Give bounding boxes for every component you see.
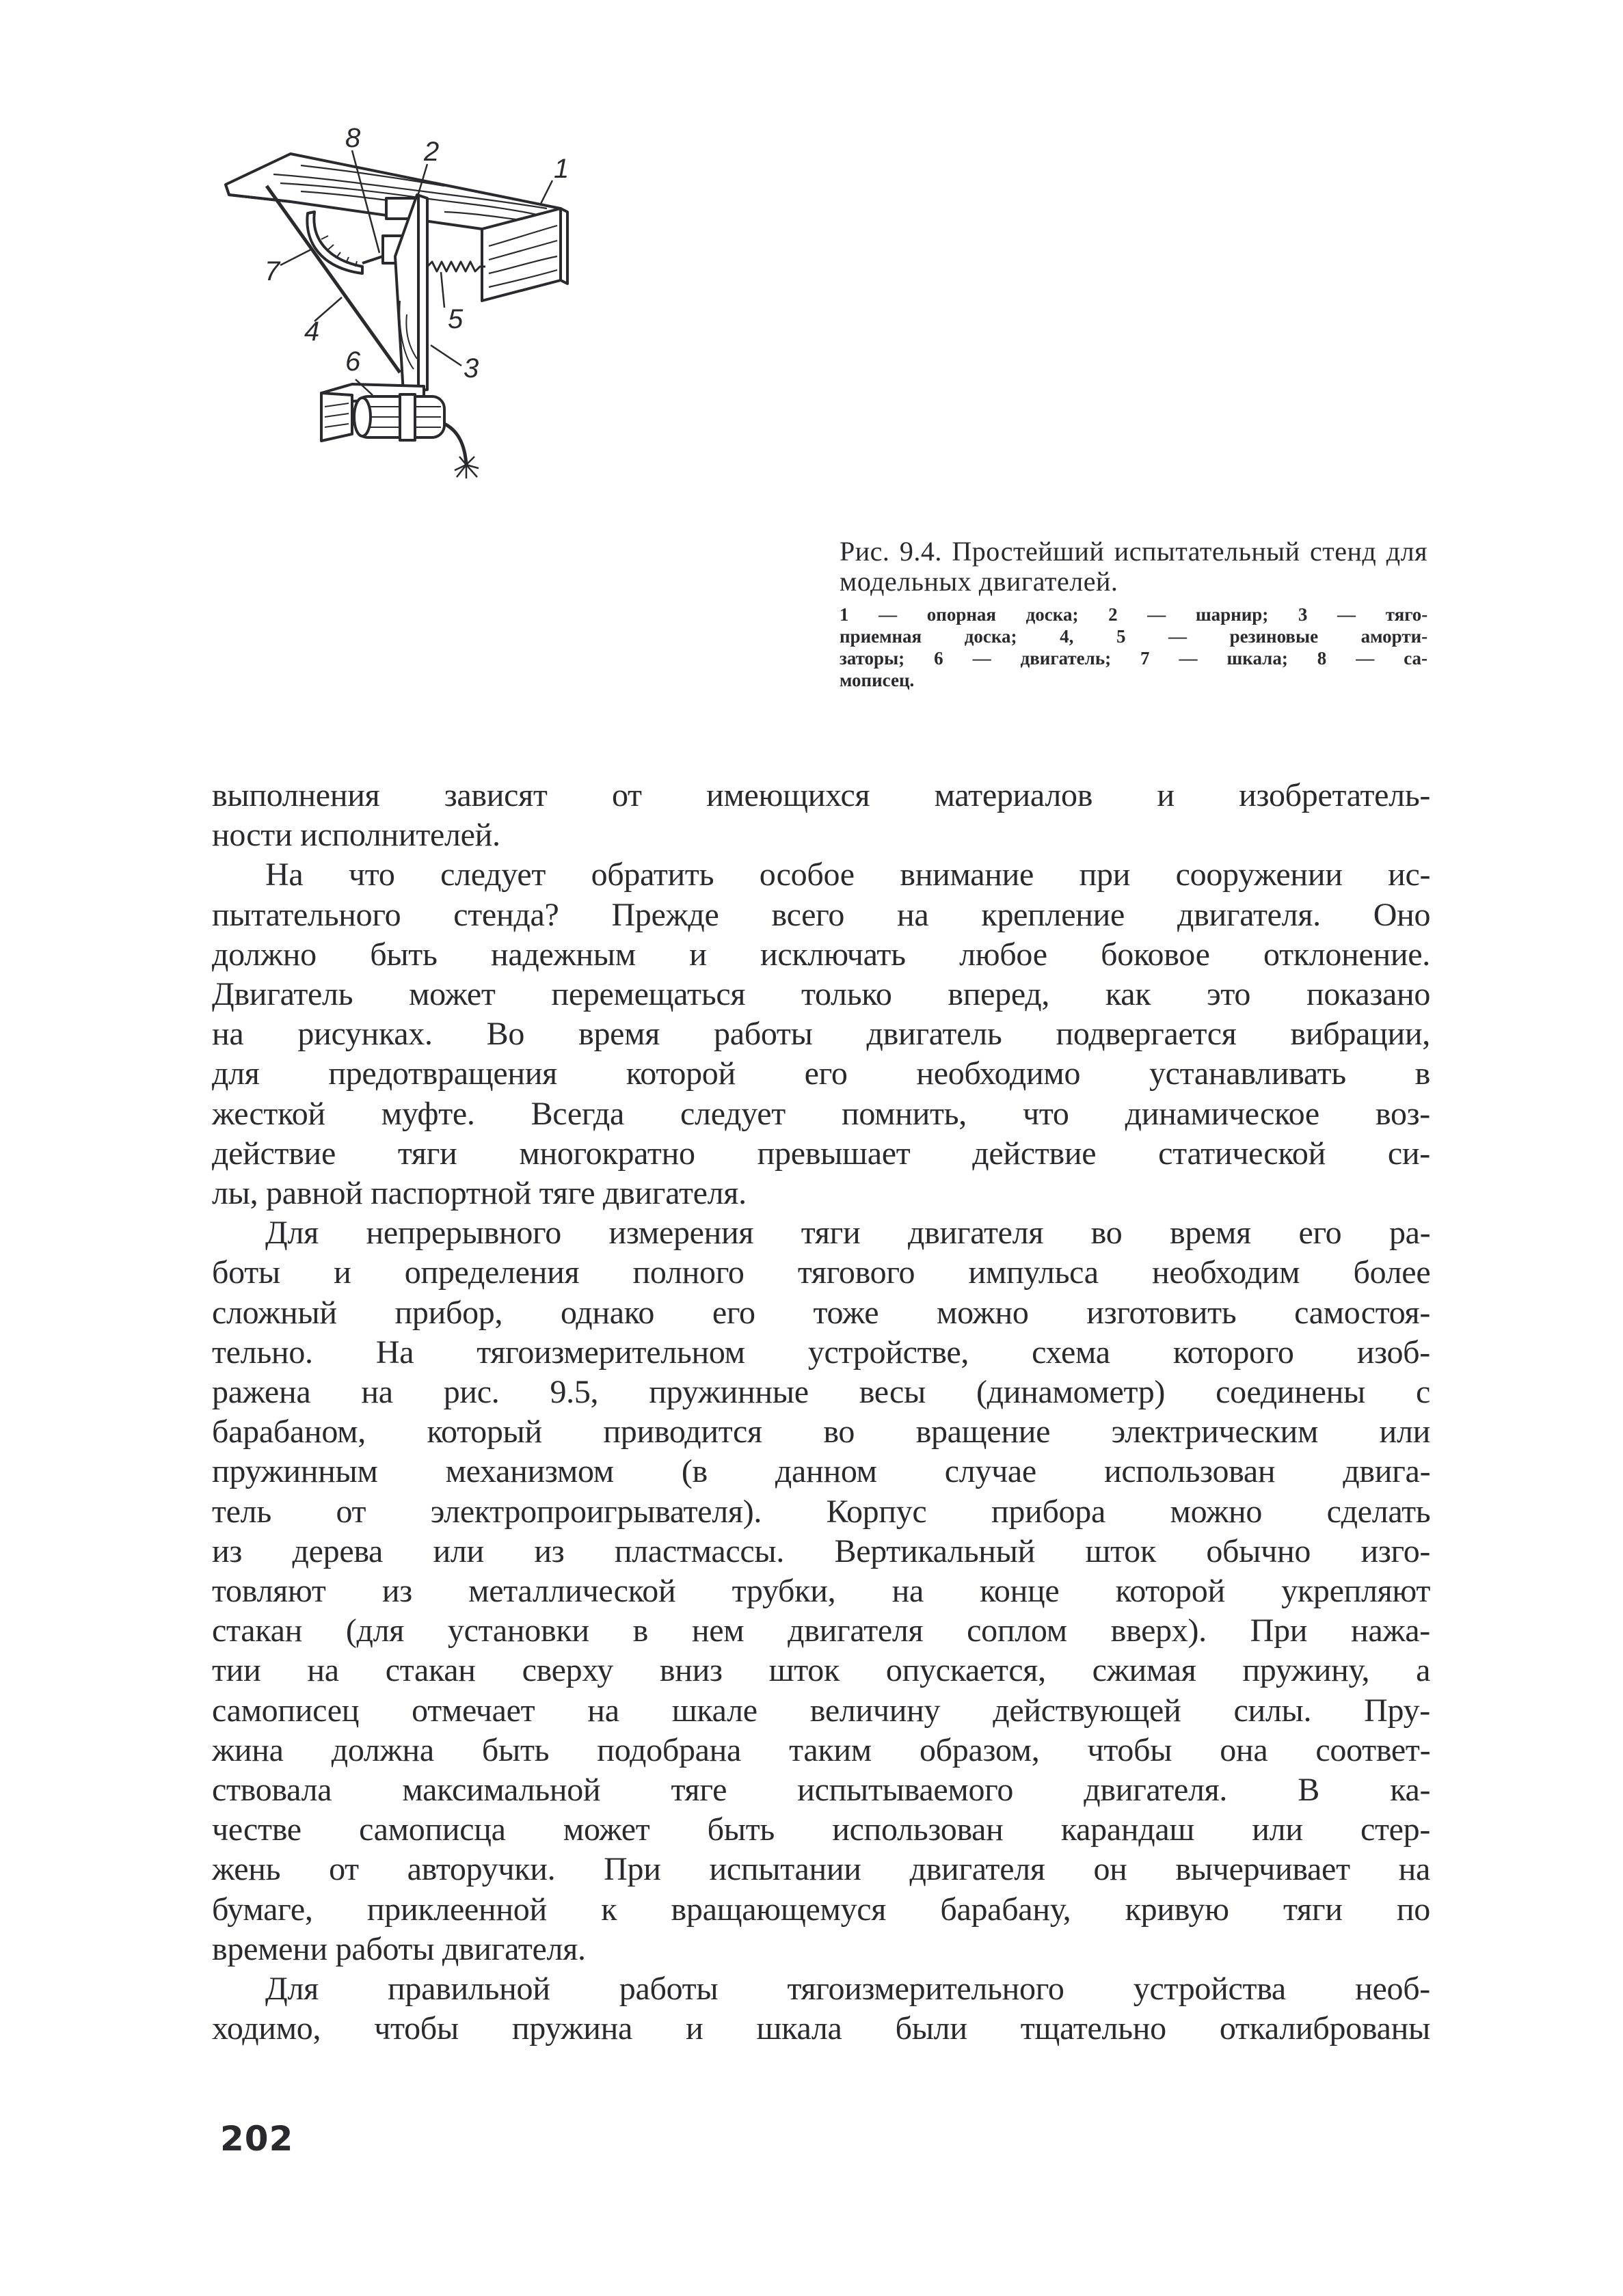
text-line: бумаге, приклеенной к вращающемуся барабану, кривую тяги по — [212, 1891, 1430, 1928]
text-line: ражена на рис. 9.5, пружинные весы (динамометр) соединены с — [212, 1374, 1430, 1411]
text-line: самописец отмечает на шкале величину действующей силы. Пру- — [212, 1692, 1430, 1729]
text-line: Для правильной работы тягоизмерительного устройства необ- — [265, 1971, 1430, 2008]
label-3: 3 — [464, 353, 479, 383]
text-line: жесткой муфте. Всегда следует помнить, что динамическое воз- — [212, 1095, 1430, 1132]
paragraph — [212, 776, 1430, 855]
legend-line: мописец. — [840, 670, 915, 690]
figure-caption — [840, 537, 1427, 691]
text-line: из дерева или из пластмассы. Вертикальный шток обычно изго- — [212, 1532, 1431, 1569]
text-line: выполнения зависят от имеющихся материалов и изобретатель- — [212, 777, 1431, 813]
label-7: 7 — [265, 256, 280, 286]
legend-line: 1 — опорная доска; 2 — шарнир; 3 — тяго- — [840, 604, 1428, 625]
label-8: 8 — [345, 123, 361, 153]
text-line: Для непрерывного измерения тяги двигателя во время его ра- — [265, 1215, 1431, 1252]
text-line: товляют из металлической трубки, на конце которой укрепляют — [212, 1573, 1430, 1610]
igniter-wire — [444, 424, 466, 465]
page-number: 202 — [220, 2119, 294, 2159]
legend-line: приемная доска; 4, 5 — резиновые аморти- — [840, 626, 1428, 647]
legend-line: заторы; 6 — двигатель; 7 — шкала; 8 — са- — [840, 648, 1428, 668]
body-text — [212, 776, 1430, 2049]
paragraph — [212, 1969, 1430, 2049]
text-line: жина должна быть подобрана таким образом, чтобы она соответ- — [212, 1731, 1431, 1768]
spring — [427, 262, 485, 271]
text-line: ствовала максимальной тяге испытываемого двигателя. В ка- — [212, 1772, 1431, 1809]
label-2: 2 — [424, 137, 440, 167]
text-line: действие тяги многократно превышает действие статической си- — [212, 1135, 1430, 1172]
caption-title: Рис. 9.4. Простейший испытательный стенд для модельных двигателей. — [840, 536, 1427, 597]
text-line: тии на стакан сверху вниз шток опускается, сжимая пружину, а — [212, 1652, 1431, 1689]
label-6: 6 — [345, 347, 361, 377]
thrust-board — [395, 195, 427, 393]
text-line: жень от авторучки. При испытании двигателя он вычерчивает на — [212, 1851, 1430, 1888]
text-line: пытательного стенда? Прежде всего на крепление двигателя. Оно — [212, 896, 1431, 933]
text-line: времени работы двигателя. — [212, 1930, 586, 1967]
text-line: лы, равной паспортной тяге двигателя. — [212, 1175, 747, 1212]
scale-arc — [307, 212, 362, 273]
text-line: боты и определения полного тягового импульса необходим более — [212, 1254, 1431, 1291]
text-line: должно быть надежным и исключать любое боковое отклонение. — [212, 936, 1430, 973]
text-line: Двигатель может перемещаться только вперед, как это показано — [212, 976, 1431, 1013]
paragraph — [212, 855, 1430, 1213]
label-1: 1 — [554, 154, 569, 184]
text-line: честве самописца может быть использован карандаш или стер- — [212, 1811, 1431, 1848]
text-line: для предотвращения которой его необходимо устанавливать в — [212, 1055, 1430, 1092]
figure-test-stand — [219, 123, 800, 725]
text-line: на рисунках. Во время работы двигатель подвергается вибрации, — [212, 1016, 1430, 1053]
text-line: На что следует обратить особое внимание при сооружении ис- — [265, 856, 1431, 893]
text-line: пружинным механизмом (в данном случае использован двига- — [212, 1453, 1431, 1490]
text-line: тельно. На тягоизмерительном устройстве, схема которого изоб- — [212, 1334, 1430, 1370]
text-line: ности исполнителей. — [212, 817, 500, 854]
caption-legend — [840, 604, 1427, 691]
test-stand-diagram — [219, 123, 800, 725]
text-line: тель от электропроигрывателя). Корпус прибора можно сделать — [212, 1493, 1431, 1530]
text-line: сложный прибор, однако его тоже можно изготовить самостоя- — [212, 1294, 1430, 1331]
label-4: 4 — [304, 316, 320, 347]
label-5: 5 — [448, 304, 464, 334]
paragraph — [212, 1213, 1430, 1969]
text-line: стакан (для установки в нем двигателя соплом вверх). При нажа- — [212, 1612, 1430, 1649]
text-line: барабаном, который приводится во вращение электрическим или — [212, 1414, 1430, 1450]
text-line: ходимо, чтобы пружина и шкала были тщательно откалиброваны — [212, 2010, 1430, 2047]
